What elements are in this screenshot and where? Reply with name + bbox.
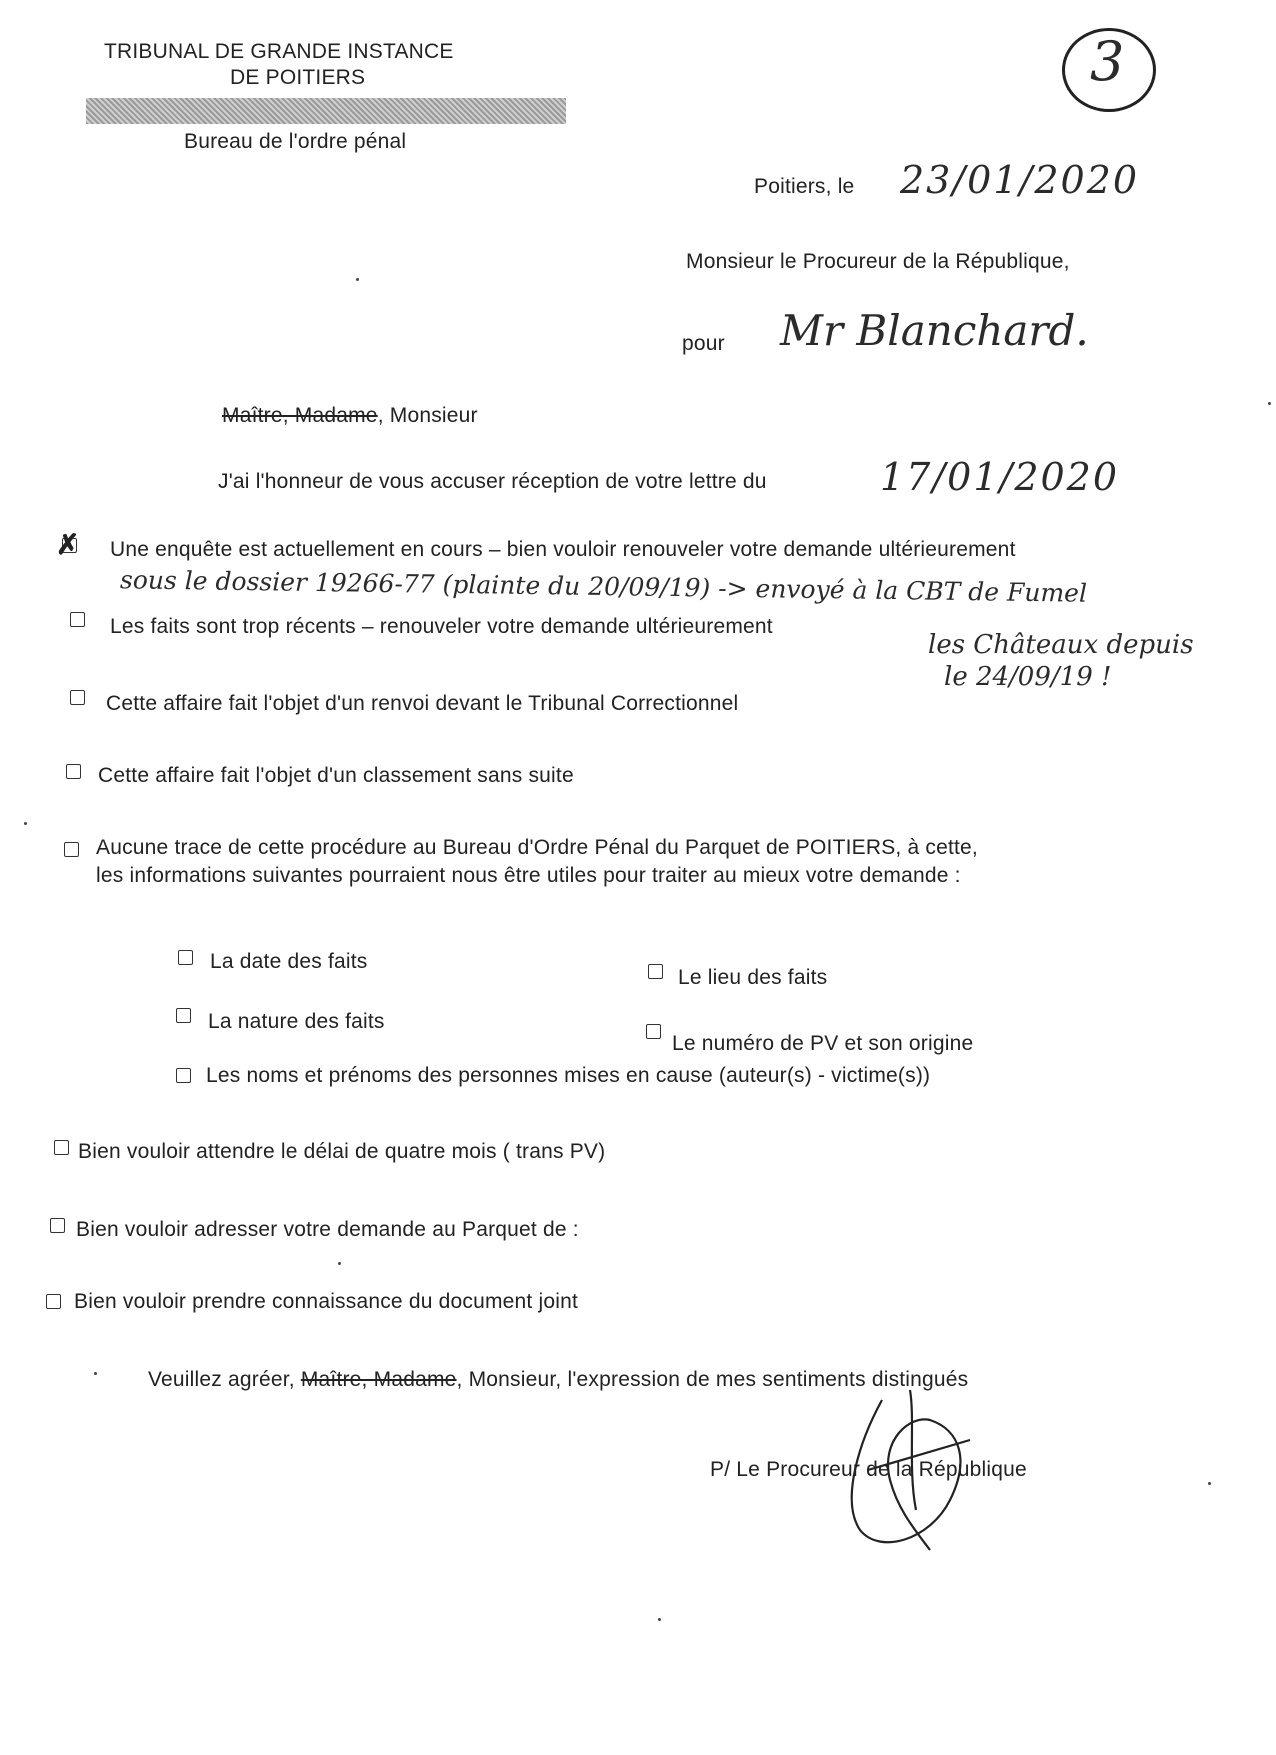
sub-option-lieu-faits: Le lieu des faits [678,966,828,989]
checkbox-noms[interactable] [176,1068,191,1083]
checkbox-aucune-trace[interactable] [64,842,79,857]
closing-struck: Maître, Madame [300,1368,457,1391]
court-name-line2: DE POITIERS [230,66,366,89]
checkbox-document-joint[interactable] [46,1294,61,1309]
recipient-line: Monsieur le Procureur de la République, [686,250,1070,273]
sub-option-noms: Les noms et prénoms des personnes mises en cause (auteur(s) - victime(s)) [206,1064,931,1087]
sub-option-date-faits: La date des faits [210,950,368,973]
salutation [222,404,478,428]
receipt-text: J'ai l'honneur de vous accuser réception de votre lettre du [218,470,767,493]
recipient-name-handwritten: Mr Blanchard. [780,306,1089,355]
closing-end: , Monsieur, l'expression de mes sentiments distingués [456,1368,969,1391]
handwritten-note-line3: le 24/09/19 ! [944,662,1112,692]
checkbox-nature-faits[interactable] [176,1008,191,1023]
redacted-bar [86,98,566,124]
scan-speck [338,1262,341,1265]
court-name-line1: TRIBUNAL DE GRANDE INSTANCE [104,40,454,63]
checkbox-renvoi-tribunal[interactable] [70,690,85,705]
handwritten-note-line2: les Châteaux depuis [928,630,1194,660]
scan-speck [94,1372,97,1375]
checkbox-adresser-parquet[interactable] [50,1218,65,1233]
checkmark-icon: ✗ [56,529,80,560]
scan-speck [356,278,359,281]
lower-option-document: Bien vouloir prendre connaissance du document joint [74,1290,579,1313]
checkbox-date-faits[interactable] [178,950,193,965]
checkbox-faits-recents[interactable] [70,612,85,627]
option-classement-label: Cette affaire fait l'objet d'un classement sans suite [98,764,574,787]
checkbox-numero-pv[interactable] [646,1024,661,1039]
receipt-date-handwritten: 17/01/2020 [880,455,1120,499]
option-renvoi-label: Cette affaire fait l'objet d'un renvoi devant le Tribunal Correctionnel [106,692,739,715]
sub-option-nature-faits: La nature des faits [208,1010,385,1033]
scan-speck [1268,402,1271,405]
signature-label: P/ Le Procureur de la République [710,1458,1027,1481]
checkbox-classement[interactable] [66,764,81,779]
option-enquete-label: Une enquête est actuellement en cours – bien vouloir renouveler votre demande ultérieurement [110,538,1016,561]
option-aucune-trace-line1: Aucune trace de cette procédure au Bureau d'Ordre Pénal du Parquet de POITIERS, à cette, [96,836,978,859]
option-faits-recents-label: Les faits sont trop récents – renouveler votre demande ultérieurement [110,615,773,638]
date-prefix: Poitiers, le [754,175,855,198]
checkbox-attendre-delai[interactable] [54,1140,69,1155]
bureau-label: Bureau de l'ordre pénal [184,130,407,153]
date-handwritten: 23/01/2020 [900,158,1140,202]
handwritten-note-line1: sous le dossier 19266-77 (plainte du 20/09/19) -> envoyé à la CBT de Fumel [119,565,1088,608]
closing-start: Veuillez agréer, [148,1368,301,1391]
lower-option-attendre: Bien vouloir attendre le délai de quatre mois ( trans PV) [78,1140,606,1163]
pour-label: pour [682,332,725,355]
signature-scribble [820,1380,990,1560]
option-aucune-trace-line2: les informations suivantes pourraient nous être utiles pour traiter au mieux votre demande : [96,864,961,887]
scan-speck [1208,1482,1211,1485]
sub-option-numero-pv: Le numéro de PV et son origine [672,1032,974,1055]
scan-speck [24,822,27,825]
salutation-rest: , Monsieur [377,404,478,427]
lower-option-adresser: Bien vouloir adresser votre demande au Parquet de : [76,1218,579,1241]
page-number: 3 [1090,30,1125,93]
scan-speck [658,1618,661,1621]
salutation-struck: Maître, Madame [222,404,378,427]
checkbox-lieu-faits[interactable] [648,964,663,979]
